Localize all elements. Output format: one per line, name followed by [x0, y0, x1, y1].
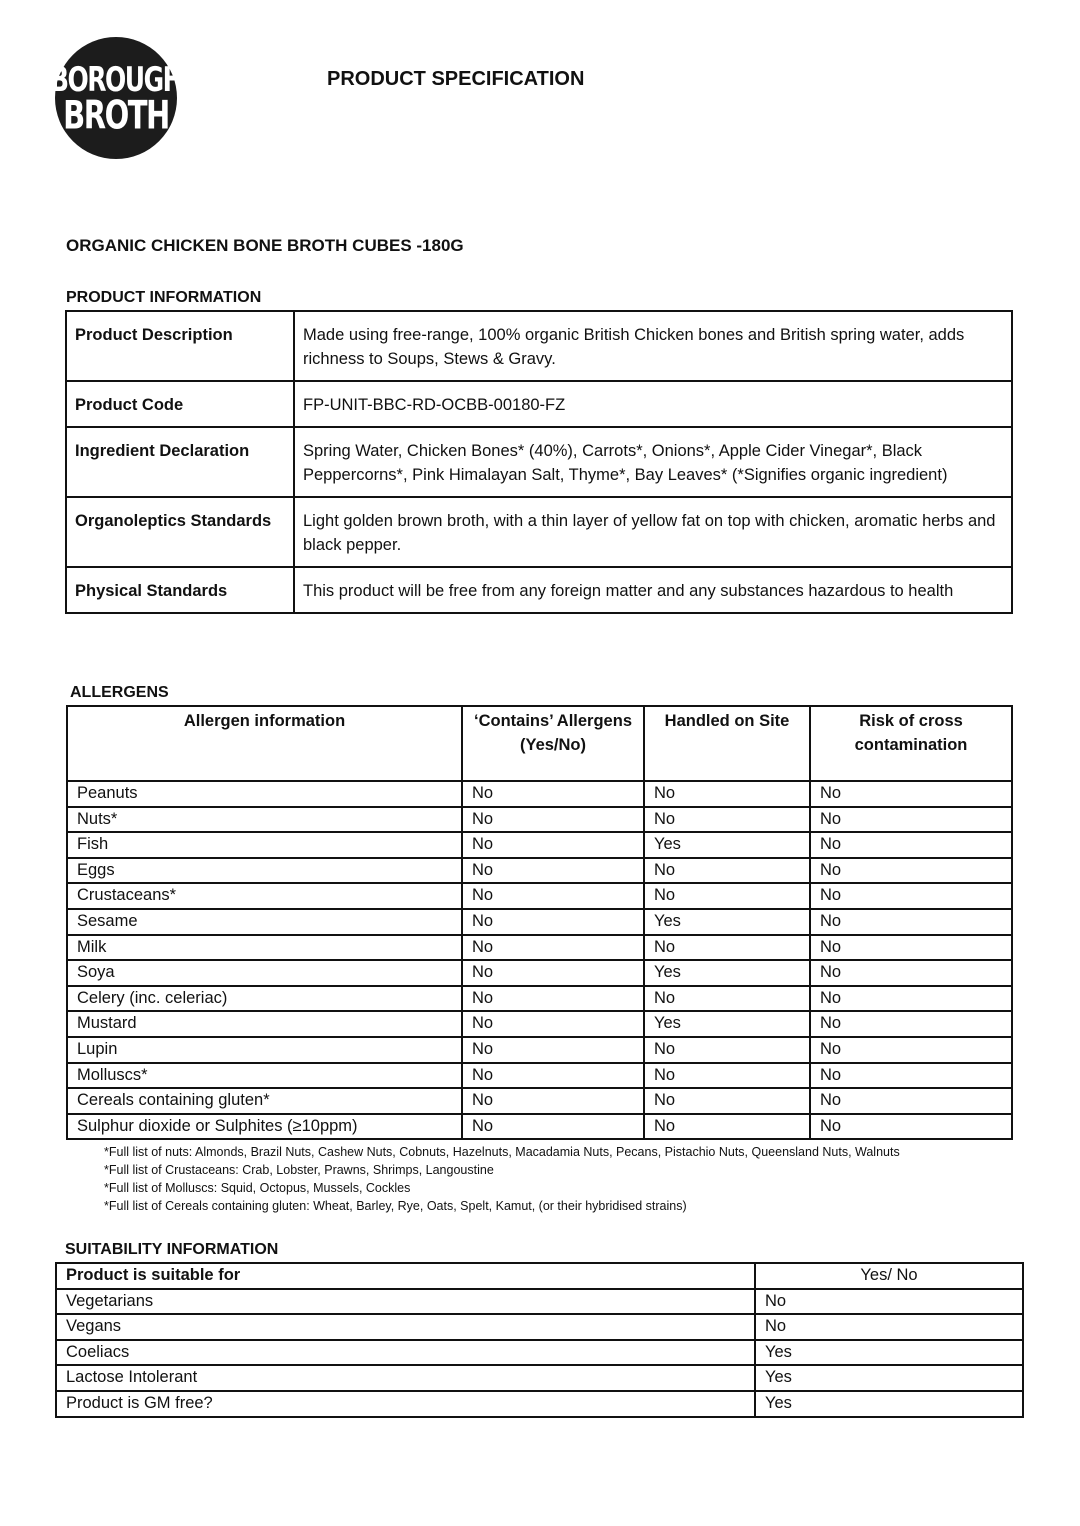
- handled-on-site-value: Yes: [644, 1011, 810, 1037]
- contains-allergen-value: No: [462, 781, 644, 807]
- suitability-value: No: [755, 1314, 1023, 1340]
- allergen-footnotes: [104, 1143, 900, 1215]
- allergen-name: Nuts*: [67, 807, 462, 833]
- handled-on-site-value: No: [644, 858, 810, 884]
- cross-contamination-value: No: [810, 1063, 1012, 1089]
- allergens-header-row: [67, 706, 1012, 781]
- product-name: ORGANIC CHICKEN BONE BROTH CUBES -180G: [66, 236, 464, 255]
- handled-on-site-value: No: [644, 986, 810, 1012]
- suitability-value: No: [755, 1289, 1023, 1315]
- allergen-name: Molluscs*: [67, 1063, 462, 1089]
- suitability-heading: SUITABILITY INFORMATION: [65, 1241, 279, 1258]
- handled-on-site-value: No: [644, 1063, 810, 1089]
- cross-contamination-value: No: [810, 1011, 1012, 1037]
- info-row: [66, 567, 1012, 613]
- footnote: *Full list of Crustaceans: Crab, Lobster, Prawns, Shrimps, Langoustine: [104, 1163, 494, 1177]
- product-information-table: [65, 310, 1013, 614]
- contains-allergen-value: No: [462, 883, 644, 909]
- handled-on-site-value: Yes: [644, 909, 810, 935]
- cross-contamination-value: No: [810, 1114, 1012, 1140]
- cross-contamination-value: No: [810, 1088, 1012, 1114]
- allergen-name: Crustaceans*: [67, 883, 462, 909]
- suitability-row: [56, 1340, 1023, 1366]
- handled-on-site-value: No: [644, 935, 810, 961]
- info-row: [66, 311, 1012, 381]
- info-value: Spring Water, Chicken Bones* (40%), Carrots*, Onions*, Apple Cider Vinegar*, Black Peppercorns*, Pink Himalayan Salt, Thyme*, Bay Leaves* (*Signifies organic ingredient): [294, 427, 1012, 497]
- cross-contamination-value: No: [810, 832, 1012, 858]
- allergen-name: Sulphur dioxide or Sulphites (≥10ppm): [67, 1114, 462, 1140]
- suitability-label: Vegetarians: [56, 1289, 755, 1315]
- allergen-name: Soya: [67, 960, 462, 986]
- cross-contamination-value: No: [810, 909, 1012, 935]
- allergen-name: Mustard: [67, 1011, 462, 1037]
- cross-contamination-value: No: [810, 960, 1012, 986]
- document-title: PRODUCT SPECIFICATION: [327, 68, 585, 90]
- column-header-yes-no: Yes/ No: [755, 1263, 1023, 1289]
- allergens-heading: ALLERGENS: [70, 684, 169, 701]
- handled-on-site-value: No: [644, 1114, 810, 1140]
- column-header-contains-allergens: ‘Contains’ Allergens (Yes/No): [462, 706, 644, 781]
- handled-on-site-value: No: [644, 883, 810, 909]
- suitability-label: Coeliacs: [56, 1340, 755, 1366]
- suitability-value: Yes: [755, 1365, 1023, 1391]
- contains-allergen-value: No: [462, 858, 644, 884]
- logo-line-1: BOROUGH: [49, 59, 183, 99]
- suitability-header-row: [56, 1263, 1023, 1289]
- suitability-row: [56, 1289, 1023, 1315]
- contains-allergen-value: No: [462, 807, 644, 833]
- footnote: *Full list of nuts: Almonds, Brazil Nuts, Cashew Nuts, Cobnuts, Hazelnuts, Macadamia Nuts, Pecans, Pistachio Nuts, Queensland Nuts, Walnuts: [104, 1145, 900, 1159]
- column-header-suitable-for: Product is suitable for: [56, 1263, 755, 1289]
- suitability-value: Yes: [755, 1391, 1023, 1417]
- allergen-row: [67, 909, 1012, 935]
- contains-allergen-value: No: [462, 832, 644, 858]
- handled-on-site-value: No: [644, 1037, 810, 1063]
- contains-allergen-value: No: [462, 1063, 644, 1089]
- contains-allergen-value: No: [462, 1037, 644, 1063]
- allergen-row: [67, 883, 1012, 909]
- info-value: Light golden brown broth, with a thin layer of yellow fat on top with chicken, aromatic herbs and black pepper.: [294, 497, 1012, 567]
- cross-contamination-value: No: [810, 781, 1012, 807]
- footnote: *Full list of Molluscs: Squid, Octopus, Mussels, Cockles: [104, 1181, 411, 1195]
- contains-allergen-value: No: [462, 986, 644, 1012]
- product-information-heading: PRODUCT INFORMATION: [66, 289, 262, 306]
- allergen-name: Sesame: [67, 909, 462, 935]
- info-label: Ingredient Declaration: [66, 427, 294, 497]
- cross-contamination-value: No: [810, 807, 1012, 833]
- handled-on-site-value: Yes: [644, 960, 810, 986]
- allergen-row: [67, 986, 1012, 1012]
- allergen-name: Milk: [67, 935, 462, 961]
- cross-contamination-value: No: [810, 986, 1012, 1012]
- column-header-allergen-information: Allergen information: [67, 706, 462, 781]
- allergen-name: Eggs: [67, 858, 462, 884]
- suitability-label: Lactose Intolerant: [56, 1365, 755, 1391]
- allergen-name: Fish: [67, 832, 462, 858]
- info-label: Product Code: [66, 381, 294, 427]
- info-value: Made using free-range, 100% organic British Chicken bones and British spring water, adds richness to Soups, Stews & Gravy.: [294, 311, 1012, 381]
- column-header-handled-on-site: Handled on Site: [644, 706, 810, 781]
- suitability-table: [55, 1262, 1024, 1418]
- brand-logo: [49, 37, 183, 159]
- contains-allergen-value: No: [462, 1088, 644, 1114]
- allergens-table: [66, 705, 1013, 1140]
- info-row: [66, 427, 1012, 497]
- allergen-row: [67, 1114, 1012, 1140]
- suitability-label: Product is GM free?: [56, 1391, 755, 1417]
- allergen-row: [67, 1063, 1012, 1089]
- cross-contamination-value: No: [810, 858, 1012, 884]
- allergen-name: Cereals containing gluten*: [67, 1088, 462, 1114]
- info-label: Product Description: [66, 311, 294, 381]
- allergen-row: [67, 858, 1012, 884]
- contains-allergen-value: No: [462, 909, 644, 935]
- allergen-name: Celery (inc. celeriac): [67, 986, 462, 1012]
- allergen-row: [67, 960, 1012, 986]
- handled-on-site-value: Yes: [644, 832, 810, 858]
- contains-allergen-value: No: [462, 960, 644, 986]
- info-label: Organoleptics Standards: [66, 497, 294, 567]
- allergen-row: [67, 832, 1012, 858]
- allergen-row: [67, 1037, 1012, 1063]
- suitability-row: [56, 1391, 1023, 1417]
- cross-contamination-value: No: [810, 883, 1012, 909]
- info-value: FP-UNIT-BBC-RD-OCBB-00180-FZ: [294, 381, 1012, 427]
- allergen-row: [67, 781, 1012, 807]
- contains-allergen-value: No: [462, 1011, 644, 1037]
- suitability-row: [56, 1365, 1023, 1391]
- suitability-row: [56, 1314, 1023, 1340]
- handled-on-site-value: No: [644, 781, 810, 807]
- column-header-cross-contamination-risk: Risk of cross contamination: [810, 706, 1012, 781]
- logo-line-2: BROTH: [63, 91, 169, 138]
- allergen-row: [67, 1011, 1012, 1037]
- allergen-name: Lupin: [67, 1037, 462, 1063]
- suitability-label: Vegans: [56, 1314, 755, 1340]
- cross-contamination-value: No: [810, 1037, 1012, 1063]
- allergen-row: [67, 807, 1012, 833]
- footnote: *Full list of Cereals containing gluten: Wheat, Barley, Rye, Oats, Spelt, Kamut, (or their hybridised strains): [104, 1199, 687, 1213]
- suitability-value: Yes: [755, 1340, 1023, 1366]
- allergen-name: Peanuts: [67, 781, 462, 807]
- info-row: [66, 381, 1012, 427]
- allergen-row: [67, 935, 1012, 961]
- handled-on-site-value: No: [644, 807, 810, 833]
- handled-on-site-value: No: [644, 1088, 810, 1114]
- contains-allergen-value: No: [462, 935, 644, 961]
- info-value: This product will be free from any foreign matter and any substances hazardous to health: [294, 567, 1012, 613]
- allergen-row: [67, 1088, 1012, 1114]
- cross-contamination-value: No: [810, 935, 1012, 961]
- info-label: Physical Standards: [66, 567, 294, 613]
- info-row: [66, 497, 1012, 567]
- contains-allergen-value: No: [462, 1114, 644, 1140]
